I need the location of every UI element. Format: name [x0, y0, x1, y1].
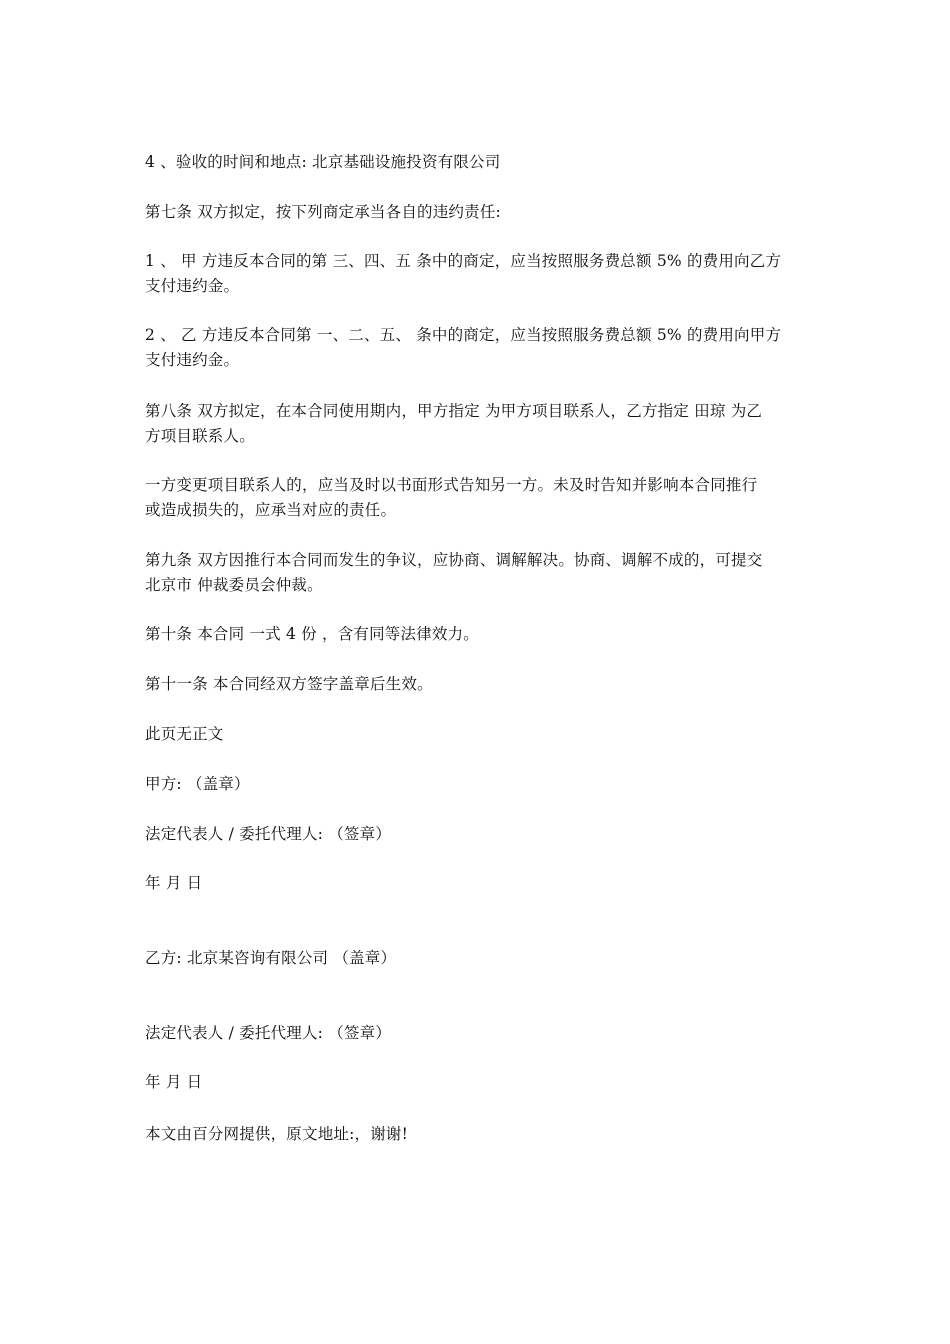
- article-9-paragraph: [145, 548, 810, 598]
- footer-source-line: 本文由百分网提供，原文地址:，谢谢!: [145, 1125, 409, 1143]
- article-9-line-2: 北京市 仲裁委员会仲裁。: [145, 576, 323, 594]
- article-7-clause-2-line-2: 支付违约金。: [145, 351, 240, 369]
- contact-change-paragraph: [145, 473, 810, 523]
- acceptance-line: 4 、验收的时间和地点: 北京基础设施投资有限公司: [145, 153, 501, 171]
- no-text-notice: 此页无正文: [145, 725, 224, 743]
- article-9-line-1: 第九条 双方因推行本合同而发生的争议，应协商、调解解决。协商、调解不成的，可提交: [145, 551, 763, 569]
- party-a-date-line: 年 月 日: [145, 874, 203, 892]
- article-11-line: 第十一条 本合同经双方签字盖章后生效。: [145, 675, 433, 693]
- article-7-clause-1-line-2: 支付违约金。: [145, 277, 240, 295]
- party-b-representative-line: 法定代表人 / 委托代理人: （签章）: [145, 1024, 392, 1042]
- party-a-representative-line: 法定代表人 / 委托代理人: （签章）: [145, 825, 392, 843]
- article-7-clause-1: [145, 249, 810, 299]
- article-10-line: 第十条 本合同 一式 4 份 ，含有同等法律效力。: [145, 625, 479, 643]
- article-8-line-1: 第八条 双方拟定，在本合同使用期内，甲方指定 为甲方项目联系人，乙方指定 田琼 为乙: [145, 402, 763, 420]
- article-8-line-2: 方项目联系人。: [145, 427, 255, 445]
- article-8-paragraph: [145, 399, 810, 449]
- party-a-line: 甲方: （盖章）: [145, 775, 250, 793]
- party-b-line: 乙方: 北京某咨询有限公司 （盖章）: [145, 949, 397, 967]
- article-7-clause-2: [145, 323, 810, 373]
- contact-change-line-1: 一方变更项目联系人的，应当及时以书面形式告知另一方。未及时告知并影响本合同推行: [145, 476, 758, 494]
- article-7-heading: 第七条 双方拟定，按下列商定承当各自的违约责任:: [145, 203, 501, 221]
- article-7-clause-1-line-1: 1 、 甲 方违反本合同的第 三、四、五 条中的商定，应当按照服务费总额 5% 的费用向乙方: [145, 252, 782, 270]
- article-7-clause-2-line-1: 2 、 乙 方违反本合同第 一、二、五、 条中的商定，应当按照服务费总额 5% 的费用向甲方: [145, 326, 782, 344]
- party-b-date-line: 年 月 日: [145, 1073, 203, 1091]
- contact-change-line-2: 或造成损失的，应承当对应的责任。: [145, 501, 397, 519]
